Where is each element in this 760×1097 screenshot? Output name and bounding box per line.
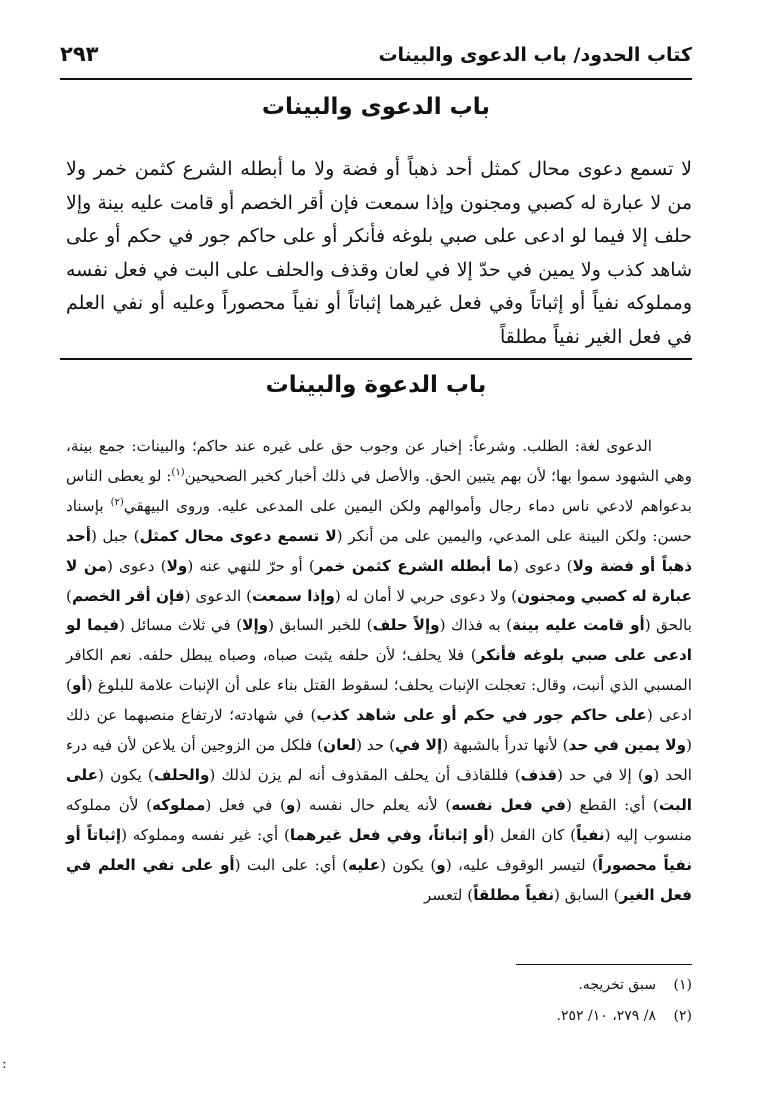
commentary-run: ادعى xyxy=(652,706,693,725)
main-section-title: باب الدعوى والبينات xyxy=(261,94,491,120)
commentary-run: أو حرّ للنهي عنه xyxy=(193,556,309,575)
page-number: ٢٩٣ xyxy=(60,42,99,66)
commentary-run: يكون xyxy=(386,855,431,874)
matn-quote: من لا عبارة له كصبي ومجنون xyxy=(66,556,692,605)
footnote-ref-2: (٢) xyxy=(110,496,124,508)
matn-quote: على حاكم جور في حكم أو على شاهد كذب xyxy=(316,706,647,725)
commentary-run: في ثلاث مسائل xyxy=(125,616,237,635)
matn-quote: وإذا سمعت xyxy=(252,586,335,605)
matn-quote: أو على نفي العلم في فعل الغير xyxy=(66,855,692,904)
footnote-rule xyxy=(516,964,692,965)
footnote-ref-1: (١) xyxy=(171,466,185,478)
commentary-run: أي: القطع xyxy=(571,795,653,814)
commentary-run: بالحق xyxy=(650,616,693,635)
commentary-run: فللقاذف أن يحلف المقذوف أنه لم يزن لذلك xyxy=(215,765,515,784)
commentary-run: لأن مملوكه منسوب إليه xyxy=(66,795,693,844)
commentary-run: السابق xyxy=(559,885,614,904)
section-divider xyxy=(60,358,692,360)
commentary-run: ولا دعوى حربي لا أمان له xyxy=(340,586,512,605)
commentary-paragraph: الدعوى لغة: الطلب. وشرعاً: إخبار عن وجوب حق على غيره عند حاكم؛ والبينات: جمع بينة، وهي الشهود سموا بها؛ لأن بهم يتبين الحق. والأصل في ذلك أخبار كخبر الصحيحين$^{(١)}$: لو يعطى الناس بدعواهم لادعي ناس دماء رجال وأموالهم ولكن اليمين على المدعى عليه. وروى البيهقي$^{(٢)}$ بإسناد حسن: ولكن البينة على المدعي، واليمين على من أنكر (لا تسمع دعوى محال كمثل) جبل (أحد ذهباً أو فضة ولا) دعوى (ما أبطله الشرع كثمن خمر) أو حرّ للنهي عنه (ولا) دعوى (من لا عبارة له كصبي ومجنون) ولا دعوى حربي لا أمان له (وإذا سمعت) الدعوى (فإن أقر الخصم) بالحق (أو قامت عليه بينة) به فذاك (وإلاً حلف) للخبر السابق (وإلا) في ثلاث مسائل (فيما لو ادعى على صبي بلوغه فأنكر) فلا يحلف؛ لأن حلفه يثبت صباه، وصباه يبطل حلفه. نعم الكافر المسبي الذي أنبت، وقال: تعجلت الإنبات يحلف؛ لسقوط القتل بناء على أن الإنبات علامة للبلوغ (أو) ادعى (على حاكم جور في حكم أو على شاهد كذب) في شهادته؛ لارتفاع منصبهما عن ذلك (ولا يمين في حد) لأنها تدرأ بالشبهة (إلا في) حد (لعان) فلكل من الزوجين أن يلاعن لأن فيه درء الحد (و) إلا في حد (قذف) فللقاذف أن يحلف المقذوف أنه لم يزن لذلك (والحلف) يكون (على البت) أي: القطع (في فعل نفسه) لأنه يعلم حال نفسه (و) في فعل (مملوكه) لأن مملوكه منسوب إليه (نفياً) كان الفعل (أو إثباتاً، وفي فعل غيرهما) أي: غير نفسه ومملوكه (إثباتاً أو نفياً محصوراً) لتيسر الوقوف عليه، (و) يكون (عليه) أي: على البت (أو على نفي العلم في فعل الغير) السابق (نفياً مطلقاً) لتعسر xyxy=(66,437,693,904)
commentary-run: دعوى xyxy=(518,556,567,575)
commentary-run: الدعوى xyxy=(190,586,247,605)
matn-quote: و xyxy=(285,795,296,814)
matn-quote: نفياً مطلقاً xyxy=(473,885,555,904)
commentary-run: دعوى xyxy=(112,556,161,575)
commentary-run: أي: على البت xyxy=(240,855,343,874)
matn-quote: إثباتاً أو نفياً محصوراً xyxy=(66,825,692,874)
matn-quote: وإلاً حلف xyxy=(372,616,440,635)
commentary-run: يكون xyxy=(103,765,148,784)
matn-quote: أو إثباتاً، وفي فعل غيرهما xyxy=(289,825,489,844)
running-header xyxy=(60,40,692,80)
footnote-2 xyxy=(300,1005,692,1027)
commentary-run: إلا في حد xyxy=(562,765,638,784)
matn-quote: ولا xyxy=(166,556,188,575)
matn-quote: نفياً xyxy=(576,825,605,844)
commentary-run: للخبر السابق xyxy=(274,616,367,635)
commentary-run: أي: غير نفسه ومملوكه xyxy=(127,825,284,844)
matn-quote: أو xyxy=(71,676,87,695)
footnote-number: (١) xyxy=(673,977,692,993)
matn-quote: و xyxy=(436,855,446,874)
footnote-text: ٨/ ٢٧٩، ١٠/ ٢٥٢. xyxy=(556,1008,656,1024)
matn-quote: وإلا xyxy=(242,616,269,635)
matn-quote: ما أبطله الشرع كثمن خمر xyxy=(314,556,513,575)
commentary-run: في فعل xyxy=(211,795,280,814)
footnote-1 xyxy=(300,974,692,996)
matn-quote: فإن أقر الخصم xyxy=(71,586,185,605)
matn-quote: لا تسمع دعوى محال كمثل xyxy=(139,526,337,545)
commentary-run: لتعسر xyxy=(423,885,468,904)
footnote-number: (٢) xyxy=(673,1008,692,1024)
matn-quote: عليه xyxy=(348,855,381,874)
running-header-title: كتاب الحدود/ باب الدعوى والبينات xyxy=(378,44,692,66)
matn-quote: مملوكه xyxy=(152,795,206,814)
commentary-run: الدعوى لغة: الطلب. وشرعاً: إخبار عن وجوب حق على غيره عند حاكم؛ والبينات: جمع بينة، وهي الشهود سموا بها؛ لأن بهم يتبين الحق. والأصل في ذلك أخبار كخبر الصحيحين xyxy=(66,437,693,485)
commentary-run: في شهادته؛ لارتفاع منصبهما عن ذلك xyxy=(66,706,311,725)
commentary-section-title: باب الدعوة والبينات xyxy=(265,372,487,398)
matn-quote: لعان xyxy=(323,736,357,755)
matn-quote: و xyxy=(643,765,654,784)
main-text: لا تسمع دعوى محال كمثل أحد ذهباً أو فضة ولا ما أبطله الشرع كثمن خمر ولا من لا عبارة له كصبي ومجنون وإذا سمعت فإن أقر الخصم أو قامت عليه بينة وإلا حلف إلا فيما لو ادعى على صبي بلوغه فأنكر أو على حاكم جور في حكم أو على شاهد كذب ولا يمين في حدّ إلا في لعان وقذف والحلف على البت في فعل نفسه ومملوكه نفياً أو إثباتاً وفي فعل غيرهما إثباتاً أو نفياً محصوراً وعليه أو نفي العلم في فعل الغير نفياً مطلقاً xyxy=(66,158,692,348)
matn-quote: على البت xyxy=(66,765,693,814)
commentary-run: به فذاك xyxy=(445,616,507,635)
matn-quote: أو قامت عليه بينة xyxy=(512,616,645,635)
commentary-text xyxy=(66,432,692,911)
commentary-run: لأنها تدرأ بالشبهة xyxy=(448,736,563,755)
commentary-run: فلكل من الزوجين أن يلاعن لأن فيه درء الحد xyxy=(66,736,692,784)
commentary-run: بإسناد حسن: ولكن البينة على المدعي، واليمين على من أنكر xyxy=(66,496,692,545)
matn-quote: ولا يمين في حد xyxy=(568,736,687,755)
matn-quote: إلا في xyxy=(395,736,443,755)
matn-quote: قذف xyxy=(520,765,558,784)
commentary-run: حد xyxy=(362,736,390,755)
scan-edge-mark: : xyxy=(2,1056,7,1072)
commentary-run: كان الفعل xyxy=(494,825,571,844)
footnote-text: سبق تخريجه. xyxy=(578,977,656,993)
matn-quote: أحد ذهباً أو فضة ولا xyxy=(66,526,693,575)
matn-quote: في فعل نفسه xyxy=(451,795,567,814)
commentary-run: لأنه يعلم حال نفسه xyxy=(301,795,446,814)
matn-quote: والحلف xyxy=(153,765,210,784)
commentary-run: : لو يعطى الناس بدعواهم لادعي ناس دماء رجال وأموالهم ولكن اليمين على المدعى عليه. وروى البيهقي xyxy=(66,466,692,515)
commentary-run: جبل xyxy=(96,526,134,545)
matn-quote: فيما لو ادعى على صبي بلوغه فأنكر xyxy=(66,616,692,665)
commentary-run: فلا يحلف؛ لأن حلفه يثبت صباه، وصباه يبطل حلفه. نعم الكافر المسبي الذي أنبت، وقال: تعجلت الإنبات يحلف؛ لسقوط القتل بناء على أن الإنبات علامة للبلوغ xyxy=(66,646,692,695)
commentary-run: لتيسر الوقوف عليه، xyxy=(451,855,592,874)
